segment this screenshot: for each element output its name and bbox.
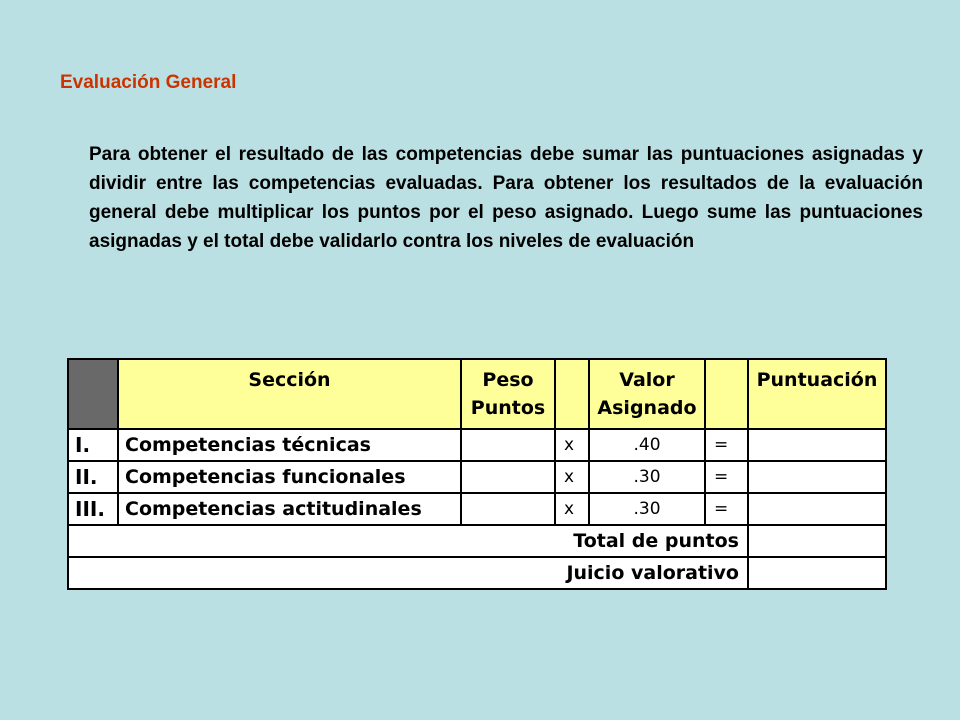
judgment-row bbox=[68, 557, 886, 589]
instructions-paragraph: Para obtener el resultado de las competencias debe sumar las puntuaciones asignadas y dividir entre las competencias evaluadas. Para obtener los resultados de la evaluación general debe multiplicar los puntos por el peso asignado. Luego sume las puntuaciones asignadas y el total debe validarlo contra los niveles de evaluación bbox=[89, 144, 923, 252]
row-assigned-value: .30 bbox=[589, 493, 705, 525]
header-valor-label: Valor bbox=[619, 369, 675, 391]
header-peso-label: Peso bbox=[482, 369, 534, 391]
row-peso-puntos-cell[interactable] bbox=[461, 493, 555, 525]
row-equals-operator: = bbox=[705, 461, 748, 493]
judgment-label: Juicio valorativo bbox=[68, 557, 748, 589]
row-number: II. bbox=[68, 461, 118, 493]
row-number: I. bbox=[68, 429, 118, 461]
header-asignado-label: Asignado bbox=[597, 397, 697, 419]
row-competency-name: Competencias funcionales bbox=[118, 461, 461, 493]
header-peso-puntos bbox=[461, 359, 555, 429]
header-valor-asignado bbox=[589, 359, 705, 429]
header-seccion-label: Sección bbox=[248, 369, 331, 391]
header-equals-blank bbox=[705, 359, 748, 429]
judgment-value-cell[interactable] bbox=[748, 557, 886, 589]
table-row bbox=[68, 493, 886, 525]
header-operator-blank bbox=[555, 359, 589, 429]
row-score-cell[interactable] bbox=[748, 493, 886, 525]
table-header-row bbox=[68, 359, 886, 429]
row-multiply-operator: x bbox=[555, 429, 589, 461]
header-corner-cell bbox=[68, 359, 118, 429]
header-puntuacion-label: Puntuación bbox=[756, 369, 878, 391]
header-seccion bbox=[118, 359, 461, 429]
row-competency-name: Competencias técnicas bbox=[118, 429, 461, 461]
row-score-cell[interactable] bbox=[748, 461, 886, 493]
row-multiply-operator: x bbox=[555, 493, 589, 525]
total-label: Total de puntos bbox=[68, 525, 748, 557]
total-row bbox=[68, 525, 886, 557]
row-multiply-operator: x bbox=[555, 461, 589, 493]
row-peso-puntos-cell[interactable] bbox=[461, 461, 555, 493]
table-row bbox=[68, 429, 886, 461]
header-puntos-label: Puntos bbox=[470, 397, 546, 419]
header-puntuacion bbox=[748, 359, 886, 429]
row-equals-operator: = bbox=[705, 429, 748, 461]
row-assigned-value: .30 bbox=[589, 461, 705, 493]
row-peso-puntos-cell[interactable] bbox=[461, 429, 555, 461]
row-equals-operator: = bbox=[705, 493, 748, 525]
evaluation-table bbox=[67, 358, 887, 590]
row-number: III. bbox=[68, 493, 118, 525]
section-title: Evaluación General bbox=[60, 72, 237, 93]
table-row bbox=[68, 461, 886, 493]
total-score-cell[interactable] bbox=[748, 525, 886, 557]
row-assigned-value: .40 bbox=[589, 429, 705, 461]
row-score-cell[interactable] bbox=[748, 429, 886, 461]
row-competency-name: Competencias actitudinales bbox=[118, 493, 461, 525]
